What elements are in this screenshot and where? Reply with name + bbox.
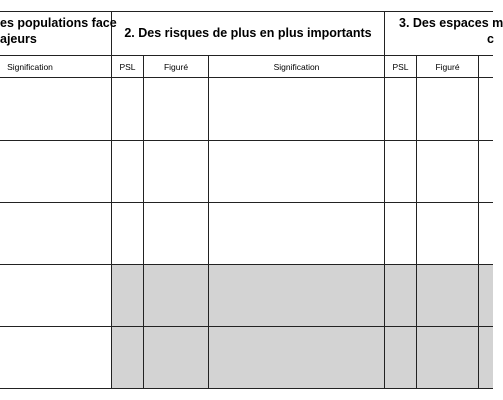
section-2-header: 2. Des risques de plus en plus importants bbox=[124, 26, 372, 40]
subheader-divider bbox=[0, 77, 493, 78]
column-separator bbox=[478, 55, 479, 389]
section-3-header-line-2: c bbox=[487, 32, 494, 46]
col2-psl-label: PSL bbox=[119, 62, 136, 72]
table-bottom-border bbox=[0, 388, 493, 389]
section-3-header-line-1: 3. Des espaces m bbox=[399, 16, 503, 30]
col3-psl-label: PSL bbox=[392, 62, 409, 72]
column-separator bbox=[208, 55, 209, 389]
row-divider bbox=[0, 264, 493, 265]
col2-signification-label: Signification bbox=[273, 62, 320, 72]
table-top-border bbox=[0, 11, 493, 12]
col3-figure-label: Figuré bbox=[435, 62, 460, 72]
column-separator bbox=[416, 55, 417, 389]
col2-figure-label: Figuré bbox=[163, 62, 189, 72]
row-divider bbox=[0, 202, 493, 203]
section-1-header-line-2: ajeurs bbox=[0, 32, 37, 46]
row-divider bbox=[0, 326, 493, 327]
column-separator bbox=[143, 55, 144, 389]
section-1-header-line-1: es populations face bbox=[0, 16, 117, 30]
row-divider bbox=[0, 140, 493, 141]
col1-signification-label: Signification bbox=[7, 62, 53, 72]
header-divider bbox=[0, 55, 493, 56]
